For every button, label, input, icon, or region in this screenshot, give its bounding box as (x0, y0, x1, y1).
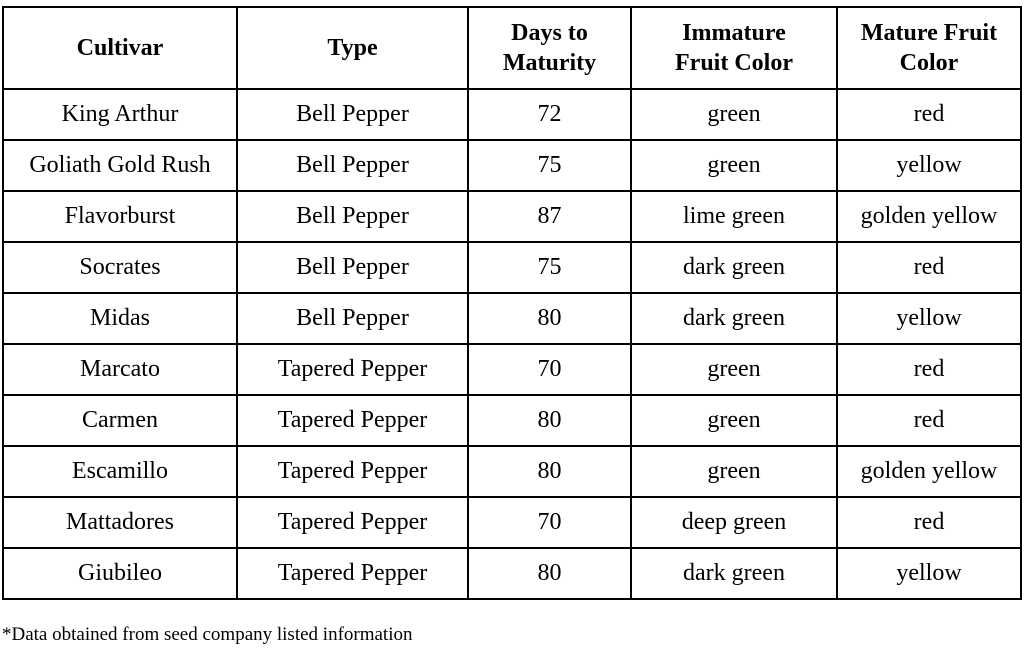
cell-cultivar: Giubileo (3, 548, 237, 599)
cell-type: Tapered Pepper (237, 446, 468, 497)
cell-immature-fruit-color: green (631, 344, 837, 395)
cell-mature-fruit-color: golden yellow (837, 446, 1021, 497)
cell-immature-fruit-color: green (631, 446, 837, 497)
cell-mature-fruit-color: red (837, 242, 1021, 293)
table-row (3, 344, 1021, 395)
table-row (3, 191, 1021, 242)
cell-days-to-maturity: 80 (468, 293, 631, 344)
header-line: Fruit Color (675, 50, 793, 76)
table-row (3, 395, 1021, 446)
footnote: *Data obtained from seed company listed information (2, 624, 413, 645)
cell-immature-fruit-color: dark green (631, 242, 837, 293)
cell-days-to-maturity: 70 (468, 344, 631, 395)
table-row (3, 446, 1021, 497)
cell-mature-fruit-color: red (837, 344, 1021, 395)
cell-mature-fruit-color: yellow (837, 140, 1021, 191)
cell-type: Tapered Pepper (237, 548, 468, 599)
cell-immature-fruit-color: lime green (631, 191, 837, 242)
column-header-immature-fruit-color (631, 7, 837, 89)
cell-immature-fruit-color: dark green (631, 293, 837, 344)
cell-cultivar: Mattadores (3, 497, 237, 548)
cell-cultivar: Escamillo (3, 446, 237, 497)
cell-mature-fruit-color: yellow (837, 293, 1021, 344)
header-line: Maturity (502, 50, 597, 76)
table-row (3, 140, 1021, 191)
column-header-days-to-maturity (468, 7, 631, 89)
cell-cultivar: King Arthur (3, 89, 237, 140)
table-row (3, 293, 1021, 344)
table-row (3, 89, 1021, 140)
cell-type: Tapered Pepper (237, 395, 468, 446)
column-header-cultivar (3, 7, 237, 89)
cell-cultivar: Carmen (3, 395, 237, 446)
cell-immature-fruit-color: green (631, 89, 837, 140)
cell-mature-fruit-color: red (837, 395, 1021, 446)
cell-days-to-maturity: 70 (468, 497, 631, 548)
cell-type: Tapered Pepper (237, 344, 468, 395)
table-body (3, 89, 1021, 599)
cell-days-to-maturity: 75 (468, 242, 631, 293)
cell-immature-fruit-color: green (631, 140, 837, 191)
cell-days-to-maturity: 80 (468, 548, 631, 599)
cell-mature-fruit-color: red (837, 89, 1021, 140)
cell-type: Tapered Pepper (237, 497, 468, 548)
header-line: Color (899, 50, 959, 76)
cell-cultivar: Goliath Gold Rush (3, 140, 237, 191)
cell-days-to-maturity: 80 (468, 395, 631, 446)
cell-immature-fruit-color: dark green (631, 548, 837, 599)
cell-immature-fruit-color: green (631, 395, 837, 446)
header-row (3, 7, 1021, 89)
cell-type: Bell Pepper (237, 242, 468, 293)
cell-cultivar: Marcato (3, 344, 237, 395)
cell-mature-fruit-color: red (837, 497, 1021, 548)
table-row (3, 497, 1021, 548)
table-row (3, 242, 1021, 293)
cell-days-to-maturity: 72 (468, 89, 631, 140)
cell-days-to-maturity: 87 (468, 191, 631, 242)
column-header-type (237, 7, 468, 89)
column-header-mature-fruit-color (837, 7, 1021, 89)
cell-type: Bell Pepper (237, 89, 468, 140)
header-line: Days to (511, 20, 588, 46)
cell-cultivar: Socrates (3, 242, 237, 293)
cell-cultivar: Flavorburst (3, 191, 237, 242)
header-line: Immature (682, 20, 786, 46)
cell-type: Bell Pepper (237, 293, 468, 344)
pepper-cultivar-table (2, 6, 1022, 600)
cell-mature-fruit-color: golden yellow (837, 191, 1021, 242)
cell-cultivar: Midas (3, 293, 237, 344)
cell-immature-fruit-color: deep green (631, 497, 837, 548)
table-row (3, 548, 1021, 599)
cell-type: Bell Pepper (237, 140, 468, 191)
cell-type: Bell Pepper (237, 191, 468, 242)
cell-days-to-maturity: 75 (468, 140, 631, 191)
cell-mature-fruit-color: yellow (837, 548, 1021, 599)
header-line: Cultivar (76, 35, 164, 61)
header-line: Mature Fruit (860, 20, 998, 46)
cell-days-to-maturity: 80 (468, 446, 631, 497)
header-line: Type (327, 35, 378, 61)
